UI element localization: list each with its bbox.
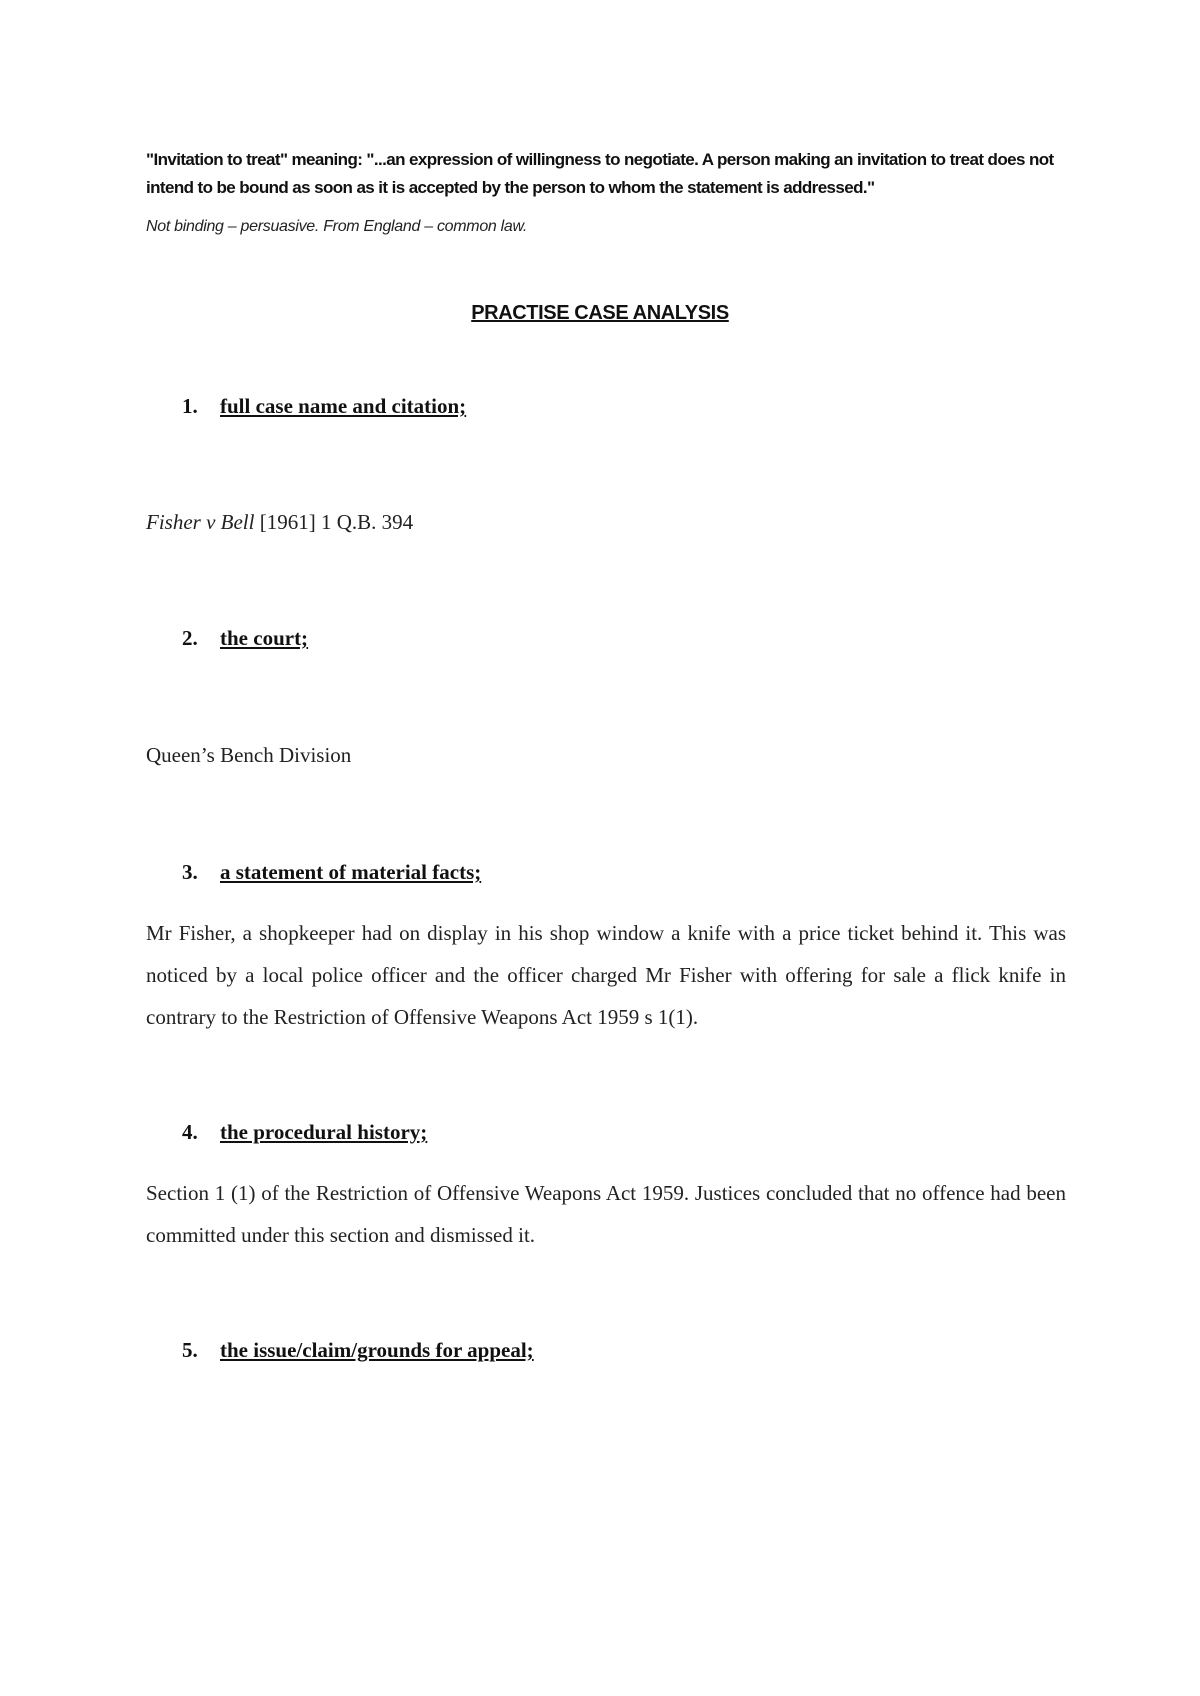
section-title: the court;	[220, 626, 309, 650]
page-title: PRACTISE CASE ANALYSIS	[471, 302, 729, 324]
authority-note: Not binding – persuasive. From England – common law.	[146, 218, 528, 235]
case-citation	[146, 510, 413, 535]
section-number: 2.	[182, 626, 198, 650]
section-heading-2	[182, 626, 308, 651]
section-title: the procedural history;	[220, 1120, 428, 1144]
section-number: 4.	[182, 1120, 198, 1144]
section-heading-3	[182, 860, 481, 885]
material-facts: Mr Fisher, a shopkeeper had on display in his shop window a knife with a price ticket behind it. This was noticed by a local police officer and the officer charged Mr Fisher with offering for sale a flick knife in contrary to the Restriction of Offensive Weapons Act 1959 s 1(1).	[146, 921, 1066, 1029]
section-heading-5	[182, 1338, 534, 1363]
section-title: a statement of material facts;	[220, 860, 482, 884]
procedural-history: Section 1 (1) of the Restriction of Offensive Weapons Act 1959. Justices concluded that no offence had been committed under this section and dismissed it.	[146, 1181, 1066, 1247]
section-number: 5.	[182, 1338, 198, 1362]
case-name: Fisher v Bell	[146, 510, 255, 534]
section-title: the issue/claim/grounds for appeal;	[220, 1338, 534, 1362]
court-name: Queen’s Bench Division	[146, 743, 352, 767]
section-heading-4	[182, 1120, 427, 1145]
section-heading-1	[182, 394, 466, 419]
case-reference: [1961] 1 Q.B. 394	[254, 510, 414, 534]
section-title: full case name and citation;	[220, 394, 467, 418]
section-number: 1.	[182, 394, 198, 418]
invitation-to-treat-definition: "Invitation to treat" meaning: "...an expression of willingness to negotiate. A person making an invitation to treat does not intend to be bound as soon as it is accepted by the person to whom the statement is addressed."	[146, 150, 1054, 197]
section-number: 3.	[182, 860, 198, 884]
